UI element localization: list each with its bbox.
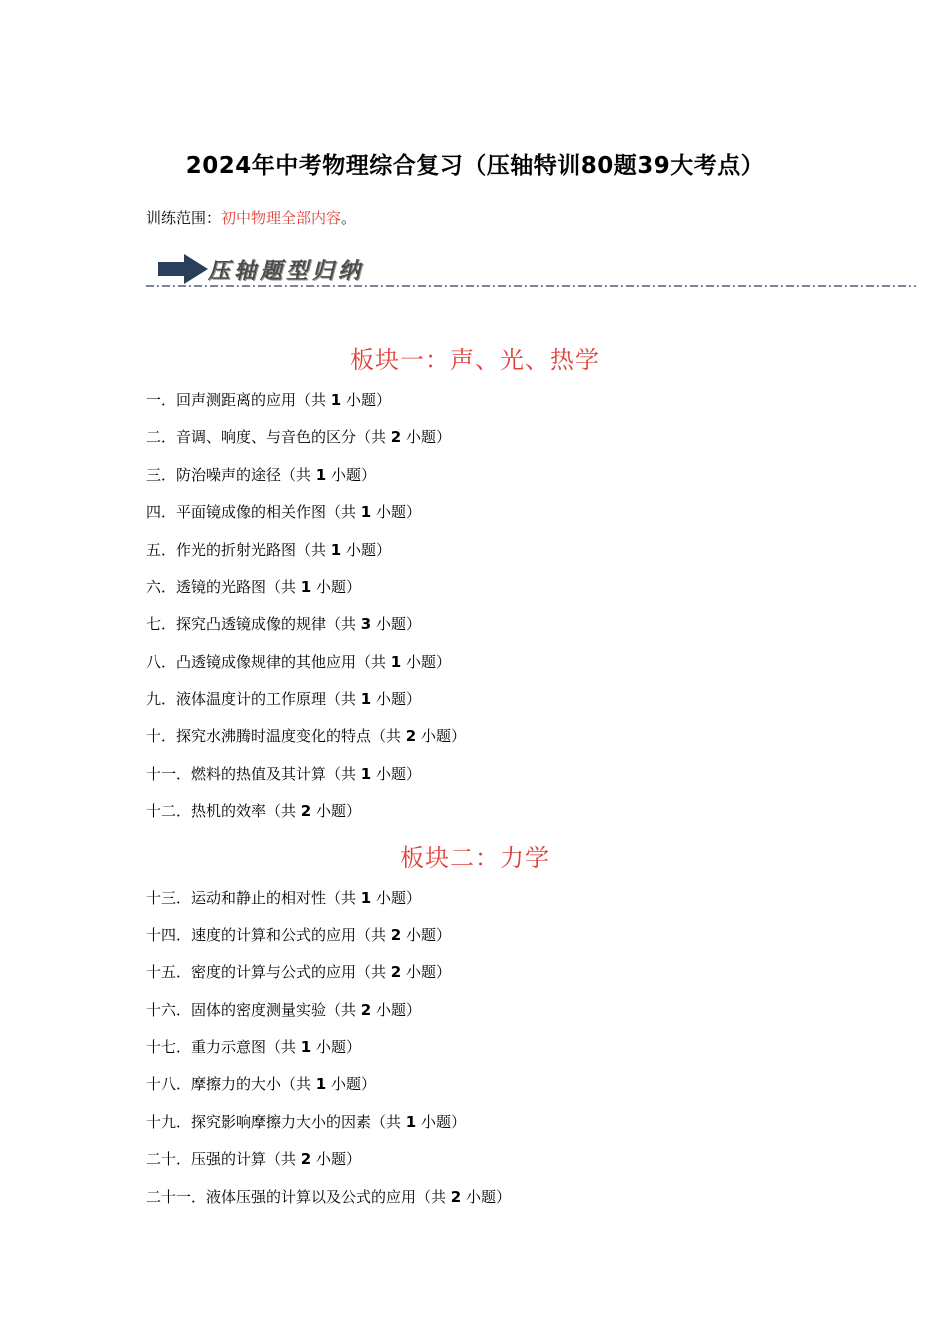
scope-label: 训练范围： xyxy=(146,209,222,227)
section-title-mechanics: 板块二：力学 xyxy=(400,844,550,872)
topic-item: 十二．热机的效率（共 2 小题） xyxy=(146,802,361,820)
topic-item: 五．作光的折射光路图（共 1 小题） xyxy=(146,541,391,559)
section-title-acoustics-optics-heat: 板块一：声、光、热学 xyxy=(350,346,600,374)
section-banner xyxy=(146,252,916,292)
topic-item: 十．探究水沸腾时温度变化的特点（共 2 小题） xyxy=(146,727,466,745)
topic-item: 十五．密度的计算与公式的应用（共 2 小题） xyxy=(146,963,451,981)
topic-item: 十九．探究影响摩擦力大小的因素（共 1 小题） xyxy=(146,1113,466,1131)
topic-item: 二十一．液体压强的计算以及公式的应用（共 2 小题） xyxy=(146,1188,511,1206)
topic-item: 十七．重力示意图（共 1 小题） xyxy=(146,1038,361,1056)
scope-end: 。 xyxy=(341,209,357,227)
topic-item: 十三．运动和静止的相对性（共 1 小题） xyxy=(146,889,421,907)
banner-title: 压轴题型归纳 xyxy=(208,259,365,284)
topic-item: 十一．燃料的热值及其计算（共 1 小题） xyxy=(146,765,421,783)
topic-item: 十六．固体的密度测量实验（共 2 小题） xyxy=(146,1001,421,1019)
document-title: 2024年中考物理综合复习（压轴特训80题39大考点） xyxy=(185,153,765,179)
right-arrow-icon xyxy=(158,254,208,284)
scope-value: 初中物理全部内容 xyxy=(221,209,342,227)
topic-item: 十四．速度的计算和公式的应用（共 2 小题） xyxy=(146,926,451,944)
topic-item: 六．透镜的光路图（共 1 小题） xyxy=(146,578,361,596)
topic-item: 九．液体温度计的工作原理（共 1 小题） xyxy=(146,690,421,708)
topic-item: 四．平面镜成像的相关作图（共 1 小题） xyxy=(146,503,421,521)
topic-item: 一．回声测距离的应用（共 1 小题） xyxy=(146,391,391,409)
topic-item: 三．防治噪声的途径（共 1 小题） xyxy=(146,466,376,484)
topic-item: 十八．摩擦力的大小（共 1 小题） xyxy=(146,1075,376,1093)
topic-item: 八．凸透镜成像规律的其他应用（共 1 小题） xyxy=(146,653,451,671)
training-scope xyxy=(146,207,356,228)
topic-item: 七．探究凸透镜成像的规律（共 3 小题） xyxy=(146,615,421,633)
topic-item: 二．音调、响度、与音色的区分（共 2 小题） xyxy=(146,428,451,446)
topic-item: 二十．压强的计算（共 2 小题） xyxy=(146,1150,361,1168)
